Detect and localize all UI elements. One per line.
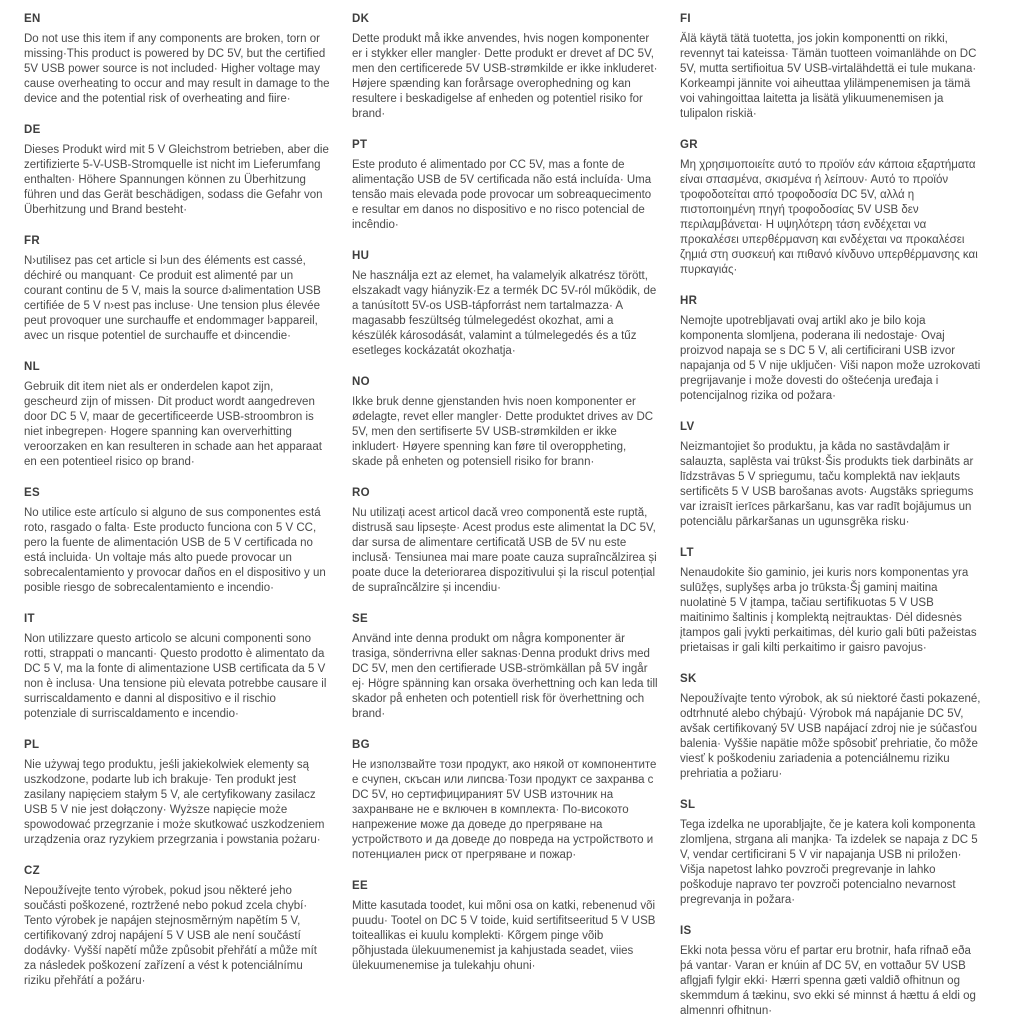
language-code-heading: LT [680,547,694,559]
language-section-HU [352,249,658,359]
language-code-heading: HR [680,295,698,307]
warning-text: Este produto é alimentado por CC 5V, mas a fonte de alimentação USB de 5V certificada não está incluída· Uma tensão mais elevada pode provocar um sobreaquecimento e resultar em danos no dispositivo e no risco potencial de incêndio· [352,159,652,231]
language-section-SK [680,672,986,782]
language-section-IS [680,924,986,1019]
warning-text: Använd inte denna produkt om några komponenter är trasiga, sönderrivna eller saknas·Denna produkt drivs med DC 5V, men den certifierade USB-strömkällan på 5V ingår ej· Högre spänning kan orsaka överhettning och kan leda till skador på enheten och potentiell risk för överhettning och brand· [352,633,658,720]
language-code-heading: DE [24,124,41,136]
warning-text: Dette produkt må ikke anvendes, hvis nogen komponenter er i stykker eller mangler· Dette produkt er drevet af DC 5V, men den certificerede 5V USB-strømkilde er ikke inkluderet· Højere spænding kan forårsage overophedning og kan resultere i beskadigelse af enheden og potentiel risiko for brand· [352,33,658,120]
language-section-EE [352,879,658,974]
language-section-FR [24,234,330,344]
language-section-EN [24,12,330,107]
warning-text: Tega izdelka ne uporabljajte, če je katera koli komponenta zlomljena, strgana ali manjka· Ta izdelek se napaja z DC 5 V, vendar certificirani 5 V vir napajanja USB ni priložen· Višja napetost lahko povzroči pregrevanje in lahko poškoduje napravo ter povzroči potencialno nevarnost pregrevanja in požara· [680,819,978,906]
warning-text: Ikke bruk denne gjenstanden hvis noen komponenter er ødelagte, revet eller mangler· Dette produktet drives av DC 5V, men den sertifiserte 5V USB-strømkilden er ikke inkludert· Høyere spenning kan føre til overoppheting, skade på enheten og potensiell risiko for brann· [352,396,654,468]
language-code-heading: NL [24,361,41,373]
language-section-CZ [24,864,330,989]
warning-text: Nenaudokite šio gaminio, jei kuris nors komponentas yra sulūžęs, suplyšęs arba jo trūksta·Šį gaminį maitina nuolatinė 5 V įtampa, tačiau sertifikuotas 5 V USB maitinimo šaltinis į komplektą neįtrauktas· Dėl didesnės įtampos gali įvykti perkaitimas, dėl kurio gali būti pažeistas prietaisas ir gali kilti perkaitimo ir gaisro pavojus· [680,567,977,654]
language-section-GR [680,138,986,278]
language-code-heading: IT [24,613,35,625]
column-1 [24,12,330,1024]
language-section-NL [24,360,330,470]
language-code-heading: ES [24,487,41,499]
warning-text: Älä käytä tätä tuotetta, jos jokin komponentti on rikki, revennyt tai kateissa· Tämän tuotteen voimanlähde on DC 5V, mutta sertifioitua 5V USB-virtalähdettä ei tule mukana· Korkeampi jännite voi aiheuttaa ylilämpenemisen ja tämä voi vahingoittaa laitetta ja lisätä ylikuumenemisen ja tulipalon riskiä· [680,33,977,120]
language-section-NO [352,375,658,470]
column-2 [352,12,658,1024]
language-code-heading: EE [352,880,369,892]
language-code-heading: LV [680,421,695,433]
language-section-DE [24,123,330,218]
warning-text: Nu utilizați acest articol dacă vreo componentă este ruptă, distrusă sau lipsește· Acest produs este alimentat la DC 5V, dar sursa de alimentare certificată USB de 5V nu este inclusă· Tensiunea mai mare poate cauza supraîncălzirea și poate duce la deteriorarea dispozitivului și la riscul potențial de supraîncălzire și incendiu· [352,507,657,594]
language-code-heading: DK [352,13,370,25]
language-section-ES [24,486,330,596]
language-section-IT [24,612,330,722]
language-code-heading: IS [680,925,692,937]
warning-text: No utilice este artículo si alguno de sus componentes está roto, rasgado o falta· Este producto funciona con 5 V CC, pero la fuente de alimentación USB de 5 V certificada no está incluida· Un voltaje más alto puede provocar un sobrecalentamiento y provocar daños en el dispositivo y un posible riesgo de sobrecalentamiento e incendio· [24,507,326,594]
language-section-SE [352,612,658,722]
warning-text: Μη χρησιμοποιείτε αυτό το προϊόν εάν κάποια εξαρτήματα είναι σπασμένα, σκισμένα ή λείπουν· Αυτό το προϊόν τροφοδοτείται από τροφοδοσία DC 5V, αλλά η πιστοποιημένη πηγή τροφοδοσίας 5V USB δεν περιλαμβάνεται· Η υψηλότερη τάση ενδέχεται να προκαλέσει υπερθέρμανση και ενδέχεται να προκαλέσει ζημιά στη συσκευή και πιθανό κίνδυνο υπερθέρμανσης και πυρκαγιάς· [680,159,978,276]
warning-text: N›utilisez pas cet article si l›un des éléments est cassé, déchiré ou manquant· Ce produit est alimenté par un courant continu de 5 V, mais la source d›alimentation USB certifiée de 5 V n›est pas incluse· Une tension plus élevée peut provoquer une surchauffe et endommager l›appareil, avec un risque potentiel de surchauffe et d›incendie· [24,255,321,342]
language-code-heading: PT [352,139,368,151]
warning-text: Не използвайте този продукт, ако някой от компонентите е счупен, скъсан или липсва·Този продукт се захранва с DC 5V, но сертифицираният 5V USB източник на захранване не е включен в комплекта· По-високото напрежение може да доведе до прегряване на устройството и да доведе до повреда на устройството и потенциален риск от прегряване и пожар· [352,759,657,861]
warning-text: Nie używaj tego produktu, jeśli jakiekolwiek elementy są uszkodzone, podarte lub ich brakuje· Ten produkt jest zasilany napięciem stałym 5 V, ale certyfikowany zasilacz USB 5 V nie jest dołączony· Wyższe napięcie może spowodować przegrzanie i może skutkować uszkodzeniem urządzenia oraz ryzykiem przegrzania i powstania pożaru· [24,759,325,846]
language-section-PL [24,738,330,848]
language-section-LT [680,546,986,656]
language-code-heading: FI [680,13,691,25]
warning-text: Mitte kasutada toodet, kui mõni osa on katki, rebenenud või puudu· Tootel on DC 5 V toide, kuid sertifitseeritud 5 V USB toiteallikas ei kuulu komplekti· Kõrgem pinge võib põhjustada ülekuumenemist ja kahjustada seadet, viies ülekuumenemise ja tulekahju ohuni· [352,900,656,972]
language-code-heading: RO [352,487,370,499]
language-code-heading: SL [680,799,696,811]
language-code-heading: GR [680,139,698,151]
warning-text: Nepoužívajte tento výrobok, ak sú niektoré časti pokazené, odtrhnuté alebo chýbajú· Výrobok má napájanie DC 5V, avšak certifikovaný 5V USB napájací zdroj nie je súčasťou balenia· Vyššie napätie môže spôsobiť prehriatie, čo môže viesť k poškodeniu zariadenia a potenciálnemu riziku prehriatia a požiaru· [680,693,981,780]
warning-text: Nemojte upotrebljavati ovaj artikl ako je bilo koja komponenta slomljena, poderana ili nedostaje· Ovaj proizvod napaja se s DC 5 V, ali certificirani USB izvor napajanja od 5 V nije uključen· Viši napon može uzrokovati pregrijavanje i može dovesti do oštećenja uređaja i potencijalnog rizika od požara· [680,315,981,402]
language-section-BG [352,738,658,863]
language-code-heading: FR [24,235,41,247]
language-section-DK [352,12,658,122]
warning-text: Nepoužívejte tento výrobek, pokud jsou některé jeho součásti poškozené, roztržené nebo pokud zcela chybí· Tento výrobek je napájen stejnosměrným napětím 5 V, certifikovaný zdroj napájení 5 V USB ale není součástí dodávky· Vyšší napětí může způsobit přehřátí a může mít za následek poškození zařízení a vést k potenciálnímu riziku přehřátí a požáru· [24,885,317,987]
language-section-RO [352,486,658,596]
language-section-LV [680,420,986,530]
language-section-SL [680,798,986,908]
language-code-heading: EN [24,13,41,25]
warning-text: Do not use this item if any components are broken, torn or missing·This product is powered by DC 5V, but the certified 5V USB power source is not included· Higher voltage may cause overheating to occur and may result in damage to the device and the potential risk of overheating and fiire· [24,33,330,105]
language-section-FI [680,12,986,122]
warning-text: Dieses Produkt wird mit 5 V Gleichstrom betrieben, aber die zertifizierte 5-V-USB-Stromquelle ist nicht im Lieferumfang enthalten· Höhere Spannungen können zu Überhitzung führen und das Gerät beschädigen, sodass die Gefahr von Überhitzung und Brand besteht· [24,144,329,216]
language-code-heading: SE [352,613,369,625]
warning-text: Non utilizzare questo articolo se alcuni componenti sono rotti, strappati o mancanti· Questo prodotto è alimentato da DC 5 V, ma la fonte di alimentazione USB certificata da 5 V non è inclusa· Una tensione più elevata potrebbe causare il surriscaldamento e danni al dispositivo e il rischio potenziale di surriscaldamento e incendio· [24,633,327,720]
language-code-heading: NO [352,376,370,388]
language-code-heading: CZ [24,865,41,877]
warning-text: Ne használja ezt az elemet, ha valamelyik alkatrész törött, elszakadt vagy hiányzik·Ez a termék DC 5V-ról működik, de a tanúsított 5V-os USB-tápforrást nem tartalmazza· A magasabb feszültség túlmelegedést okozhat, ami a készülék károsodását, valamint a túlmelegedés és a tűz esetleges kockázatát okozhatja· [352,270,657,357]
language-section-PT [352,138,658,233]
language-code-heading: SK [680,673,697,685]
language-code-heading: BG [352,739,370,751]
language-section-HR [680,294,986,404]
language-code-heading: PL [24,739,40,751]
warning-text: Ekki nota þessa vöru ef partar eru brotnir, hafa rifnað eða þá vantar· Varan er knúin af DC 5V, en vottaður 5V USB aflgjafi fylgir ekki· Hærri spenna gæti valdið ofhitnun og skemmdum á tækinu, svo ekki sé minnst á hættu á eldi og almennri ofhitnun· [680,945,976,1017]
column-3 [680,12,986,1024]
warning-text: Gebruik dit item niet als er onderdelen kapot zijn, gescheurd zijn of missen· Dit product wordt aangedreven door DC 5 V, maar de gecertificeerde USB-stroombron is niet inbegrepen· Hogere spanning kan oververhitting veroorzaken en kan resulteren in schade aan het apparaat en een potentieel risico op brand· [24,381,322,468]
language-code-heading: HU [352,250,370,262]
warning-text: Neizmantojiet šo produktu, ja kāda no sastāvdaļām ir salauzta, saplēsta vai trūkst·Šis produkts tiek darbināts ar līdzstrāvas 5 V spriegumu, taču komplektā nav iekļauts sertificēts 5 V USB barošanas avots· Augstāks spriegums var izraisīt ierīces pārkaršanu, kas var radīt bojājumus un potenciālu pārkaršanas un ugunsgrēka risku· [680,441,974,528]
